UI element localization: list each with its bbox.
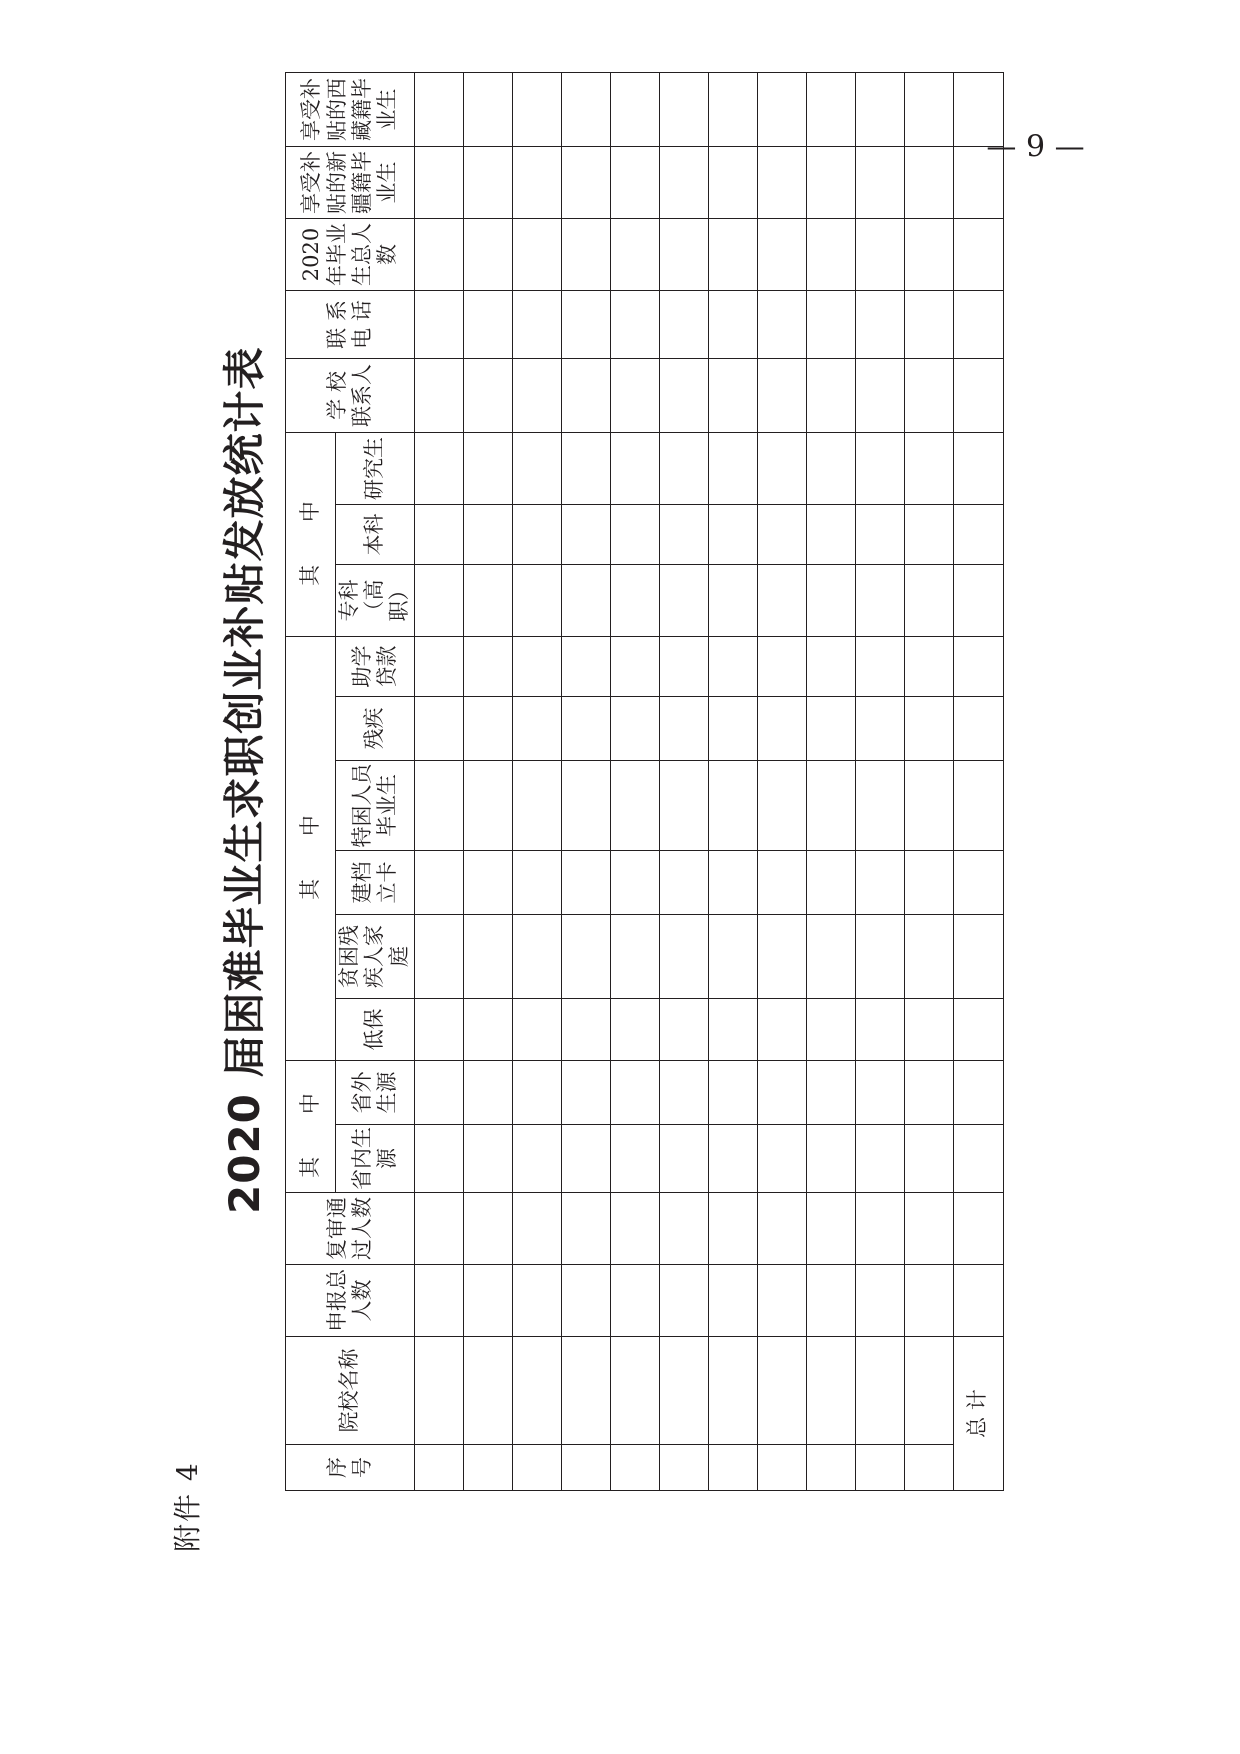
table-cell[interactable] [708,291,757,359]
table-cell[interactable] [512,915,561,999]
table-cell[interactable] [708,359,757,433]
table-cell[interactable] [512,999,561,1061]
table-cell[interactable] [414,147,463,219]
table-cell[interactable] [757,697,806,761]
table-cell[interactable] [610,1061,659,1125]
table-cell[interactable] [855,1061,904,1125]
table-cell[interactable] [659,433,708,505]
table-cell[interactable] [610,999,659,1061]
page-number: — 9 — [986,129,1085,165]
total-cell[interactable] [953,359,1003,433]
table-cell[interactable] [414,359,463,433]
table-cell[interactable] [757,291,806,359]
table-cell[interactable] [561,219,610,291]
table-cell[interactable] [855,219,904,291]
table-cell[interactable] [512,1337,561,1445]
total-label: 总 计 [953,1337,1003,1491]
table-cell[interactable] [463,1125,512,1193]
table-cell[interactable] [855,637,904,697]
table-cell[interactable] [855,915,904,999]
table-cell[interactable] [757,219,806,291]
table-cell[interactable] [708,1445,757,1491]
table-cell[interactable] [708,1125,757,1193]
table-cell[interactable] [659,565,708,637]
table-cell[interactable] [757,1337,806,1445]
table-cell[interactable] [708,697,757,761]
table-cell[interactable] [659,219,708,291]
header-disabled: 残疾 [336,697,415,761]
table-cell[interactable] [463,565,512,637]
total-cell[interactable] [953,505,1003,565]
header-school-contact: 学 校联系人 [286,359,415,433]
table-cell[interactable] [708,761,757,851]
table-cell[interactable] [561,697,610,761]
table-cell[interactable] [463,291,512,359]
total-cell[interactable] [953,1125,1003,1193]
table-cell[interactable] [414,565,463,637]
header-tibet-subsidized: 享受补贴的西藏籍毕业生 [286,73,415,147]
table-cell[interactable] [561,505,610,565]
table-cell[interactable] [757,1265,806,1337]
table-cell[interactable] [659,1061,708,1125]
table-row [757,73,806,1491]
table-cell[interactable] [806,1265,855,1337]
table-cell[interactable] [512,851,561,915]
header-applied-total: 申报总人数 [286,1265,415,1337]
table-row [806,73,855,1491]
table-cell[interactable] [414,915,463,999]
header-of-which-source: 其 中 [286,1061,336,1193]
total-cell[interactable] [953,999,1003,1061]
table-cell[interactable] [561,1337,610,1445]
table-cell[interactable] [561,851,610,915]
header-of-which-degree: 其 中 [286,433,336,637]
table-cell[interactable] [414,761,463,851]
total-cell[interactable] [953,697,1003,761]
table-cell[interactable] [659,761,708,851]
table-cell[interactable] [904,761,953,851]
table-cell[interactable] [806,433,855,505]
table-cell[interactable] [659,291,708,359]
page-title: 2020 届困难毕业生求职创业补贴发放统计表 [220,346,269,1214]
table-cell[interactable] [855,73,904,147]
table-cell[interactable] [610,359,659,433]
table-cell[interactable] [512,73,561,147]
total-cell[interactable] [953,1061,1003,1125]
table-cell[interactable] [659,1193,708,1265]
table-cell[interactable] [806,1125,855,1193]
table-cell[interactable] [659,1445,708,1491]
table-cell[interactable] [757,915,806,999]
table-cell[interactable] [855,1265,904,1337]
table-cell[interactable] [463,73,512,147]
table-cell[interactable] [855,565,904,637]
table-cell[interactable] [659,851,708,915]
table-cell[interactable] [806,697,855,761]
table-cell[interactable] [512,1061,561,1125]
table-cell[interactable] [855,1337,904,1445]
table-cell[interactable] [610,433,659,505]
table-cell[interactable] [855,1125,904,1193]
table-cell[interactable] [610,761,659,851]
total-cell[interactable] [953,291,1003,359]
table-cell[interactable] [610,505,659,565]
table-cell[interactable] [708,219,757,291]
total-cell[interactable] [953,1193,1003,1265]
table-cell[interactable] [463,433,512,505]
table-cell[interactable] [659,359,708,433]
total-cell[interactable] [953,219,1003,291]
table-cell[interactable] [414,697,463,761]
table-cell[interactable] [610,1265,659,1337]
table-cell[interactable] [561,291,610,359]
table-cell[interactable] [414,1125,463,1193]
table-cell[interactable] [904,915,953,999]
table-cell[interactable] [904,1445,953,1491]
table-cell[interactable] [904,637,953,697]
table-cell[interactable] [561,1061,610,1125]
table-cell[interactable] [610,1337,659,1445]
table-cell[interactable] [806,505,855,565]
table-cell[interactable] [904,851,953,915]
table-cell[interactable] [708,147,757,219]
table-cell[interactable] [904,147,953,219]
table-cell[interactable] [659,73,708,147]
table-cell[interactable] [414,1061,463,1125]
table-cell[interactable] [806,73,855,147]
total-cell[interactable] [953,761,1003,851]
table-cell[interactable] [463,1265,512,1337]
table-cell[interactable] [512,147,561,219]
table-cell[interactable] [561,565,610,637]
table-cell[interactable] [904,565,953,637]
table-row [904,73,953,1491]
table-cell[interactable] [610,1125,659,1193]
table-cell[interactable] [561,433,610,505]
table-cell[interactable] [757,147,806,219]
table-cell[interactable] [806,637,855,697]
table-cell[interactable] [414,219,463,291]
table-cell[interactable] [757,1061,806,1125]
table-cell[interactable] [512,219,561,291]
table-cell[interactable] [708,73,757,147]
table-cell[interactable] [512,565,561,637]
table-cell[interactable] [610,697,659,761]
header-filed-card: 建档立卡 [336,851,415,915]
table-cell[interactable] [757,73,806,147]
table-cell[interactable] [512,1125,561,1193]
table-cell[interactable] [463,637,512,697]
table-cell[interactable] [561,147,610,219]
table-row [463,73,512,1491]
table-cell[interactable] [659,637,708,697]
table-cell[interactable] [904,1193,953,1265]
table-cell[interactable] [757,637,806,697]
table-cell[interactable] [806,851,855,915]
table-cell[interactable] [414,291,463,359]
table-cell[interactable] [512,637,561,697]
table-cell[interactable] [463,505,512,565]
table-cell[interactable] [512,433,561,505]
table-cell[interactable] [561,73,610,147]
table-cell[interactable] [855,1193,904,1265]
table-cell[interactable] [414,73,463,147]
table-cell[interactable] [659,1265,708,1337]
header-undergraduate: 本科 [336,505,415,565]
table-cell[interactable] [904,697,953,761]
table-cell[interactable] [855,433,904,505]
table-cell[interactable] [414,1445,463,1491]
table-cell[interactable] [659,505,708,565]
table-cell[interactable] [610,1445,659,1491]
table-cell[interactable] [904,73,953,147]
table-cell[interactable] [561,1445,610,1491]
header-in-province: 省内生源 [336,1125,415,1193]
table-cell[interactable] [855,1445,904,1491]
table-cell[interactable] [561,359,610,433]
table-cell[interactable] [414,999,463,1061]
table-row [855,73,904,1491]
table-row [659,73,708,1491]
table-cell[interactable] [512,1445,561,1491]
table-cell[interactable] [855,505,904,565]
table-cell[interactable] [904,291,953,359]
table-cell[interactable] [414,637,463,697]
table-cell[interactable] [708,565,757,637]
table-cell[interactable] [610,291,659,359]
table-cell[interactable] [855,999,904,1061]
table-cell[interactable] [463,851,512,915]
table-cell[interactable] [757,565,806,637]
table-cell[interactable] [463,219,512,291]
table-cell[interactable] [806,1337,855,1445]
header-school-name: 院校名称 [286,1337,415,1445]
table-cell[interactable] [708,1193,757,1265]
table-cell[interactable] [610,637,659,697]
table-cell[interactable] [512,291,561,359]
table-cell[interactable] [512,761,561,851]
table-cell[interactable] [463,761,512,851]
table-cell[interactable] [561,999,610,1061]
table-cell[interactable] [806,291,855,359]
table-cell[interactable] [855,761,904,851]
table-cell[interactable] [659,697,708,761]
table-cell[interactable] [659,147,708,219]
total-cell[interactable] [953,915,1003,999]
header-approved-total: 复审通过人数 [286,1193,415,1265]
table-cell[interactable] [463,1061,512,1125]
table-cell[interactable] [561,1125,610,1193]
header-special-hardship: 特困人员毕业生 [336,761,415,851]
table-cell[interactable] [806,565,855,637]
table-cell[interactable] [463,915,512,999]
table-cell[interactable] [708,999,757,1061]
table-cell[interactable] [512,359,561,433]
table-cell[interactable] [855,359,904,433]
table-cell[interactable] [512,697,561,761]
table-cell[interactable] [904,999,953,1061]
table-cell[interactable] [855,851,904,915]
table-cell[interactable] [463,1337,512,1445]
total-cell[interactable] [953,851,1003,915]
table-cell[interactable] [561,915,610,999]
table-cell[interactable] [757,851,806,915]
header-grad-total-2020: 2020 年毕业生总人数 [286,219,415,291]
header-postgraduate: 研究生 [336,433,415,505]
header-dibao: 低保 [336,999,415,1061]
table-cell[interactable] [904,1061,953,1125]
table-cell[interactable] [512,1265,561,1337]
header-out-province: 省外生源 [336,1061,415,1125]
table-row [610,73,659,1491]
table-cell[interactable] [414,433,463,505]
table-cell[interactable] [463,999,512,1061]
table-cell[interactable] [904,1125,953,1193]
table-cell[interactable] [806,761,855,851]
table-cell[interactable] [414,851,463,915]
attachment-label: 附件 4 [171,1461,204,1552]
table-cell[interactable] [610,1193,659,1265]
table-cell[interactable] [757,1193,806,1265]
table-cell[interactable] [610,915,659,999]
total-cell[interactable] [953,433,1003,505]
table-cell[interactable] [708,1337,757,1445]
header-poor-disabled-family: 贫困残疾人家庭 [336,915,415,999]
table-cell[interactable] [659,999,708,1061]
table-cell[interactable] [659,1337,708,1445]
table-cell[interactable] [757,433,806,505]
table-cell[interactable] [904,219,953,291]
table-cell[interactable] [806,999,855,1061]
table-cell[interactable] [414,1337,463,1445]
table-cell[interactable] [463,697,512,761]
total-row [953,73,1003,1491]
statistics-table [285,72,1004,1491]
table-cell[interactable] [855,291,904,359]
table-cell[interactable] [904,359,953,433]
table-row [708,73,757,1491]
header-serial: 序号 [286,1445,415,1491]
table-cell[interactable] [659,915,708,999]
table-cell[interactable] [757,761,806,851]
total-cell[interactable] [953,565,1003,637]
table-cell[interactable] [561,637,610,697]
table-cell[interactable] [806,1061,855,1125]
table-cell[interactable] [806,147,855,219]
table-cell[interactable] [414,505,463,565]
table-cell[interactable] [708,915,757,999]
table-cell[interactable] [463,147,512,219]
table-cell[interactable] [610,219,659,291]
header-junior-college: 专科（高职） [336,565,415,637]
table-cell[interactable] [512,1193,561,1265]
table-cell[interactable] [855,697,904,761]
table-cell[interactable] [610,147,659,219]
header-of-which-category: 其 中 [286,637,336,1061]
table-cell[interactable] [757,999,806,1061]
total-cell[interactable] [953,1265,1003,1337]
table-cell[interactable] [806,915,855,999]
table-cell[interactable] [708,851,757,915]
table-cell[interactable] [463,1193,512,1265]
table-cell[interactable] [708,1265,757,1337]
table-cell[interactable] [708,505,757,565]
table-cell[interactable] [561,761,610,851]
table-cell[interactable] [757,505,806,565]
table-cell[interactable] [904,1337,953,1445]
table-cell[interactable] [806,359,855,433]
table-cell[interactable] [757,359,806,433]
table-cell[interactable] [904,1265,953,1337]
table-cell[interactable] [806,1445,855,1491]
table-cell[interactable] [708,433,757,505]
table-cell[interactable] [904,505,953,565]
table-cell[interactable] [708,1061,757,1125]
table-row [512,73,561,1491]
table-cell[interactable] [806,219,855,291]
table-cell[interactable] [414,1265,463,1337]
table-cell[interactable] [708,637,757,697]
table-cell[interactable] [561,1265,610,1337]
table-cell[interactable] [610,73,659,147]
table-row [414,73,463,1491]
table-cell[interactable] [806,1193,855,1265]
table-cell[interactable] [414,1193,463,1265]
table-cell[interactable] [904,433,953,505]
table-cell[interactable] [855,147,904,219]
table-cell[interactable] [463,1445,512,1491]
table-cell[interactable] [757,1445,806,1491]
header-xinjiang-subsidized: 享受补贴的新疆籍毕业生 [286,147,415,219]
table-cell[interactable] [512,505,561,565]
header-contact-phone: 联 系电 话 [286,291,415,359]
table-row [561,73,610,1491]
table-cell[interactable] [463,359,512,433]
table-cell[interactable] [610,851,659,915]
table-cell[interactable] [659,1125,708,1193]
table-cell[interactable] [757,1125,806,1193]
total-cell[interactable] [953,637,1003,697]
header-student-loan: 助学贷款 [336,637,415,697]
table-cell[interactable] [610,565,659,637]
table-cell[interactable] [561,1193,610,1265]
